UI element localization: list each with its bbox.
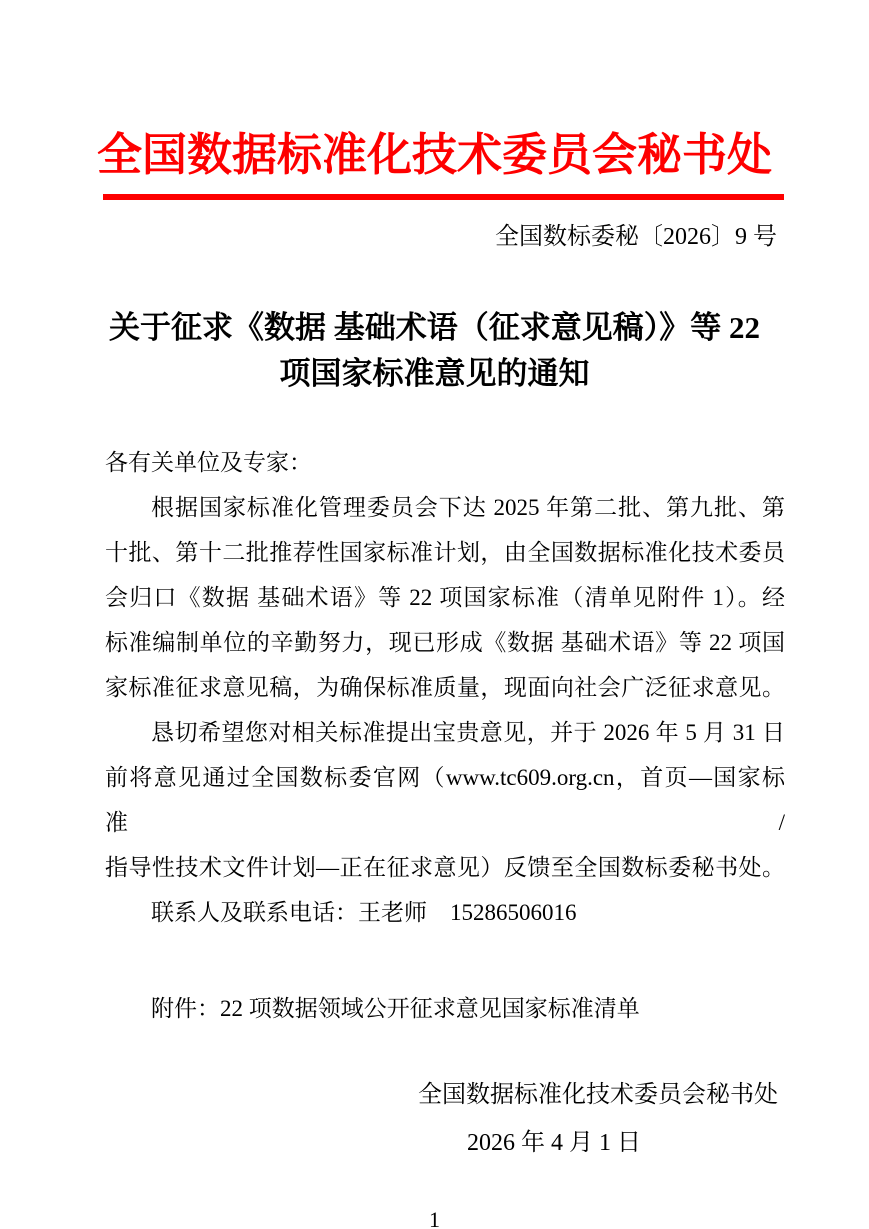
letterhead-org-name: 全国数据标准化技术委员会秘书处 <box>96 130 772 180</box>
document-number: 全国数标委秘〔2026〕9 号 <box>495 224 777 250</box>
salutation-line: 各有关单位及专家： <box>105 450 312 475</box>
body-line: 根据国家标准化管理委员会下达 2025 年第二批、第九批、第 <box>151 495 785 520</box>
body-text <box>0 440 869 935</box>
notice-title <box>0 305 869 397</box>
page-number: 1 <box>429 1207 440 1229</box>
notice-title-line-1: 关于征求《数据 基础术语（征求意见稿）》等 22 <box>109 310 760 345</box>
notice-title-line-2: 项国家标准意见的通知 <box>279 356 590 391</box>
closing-signature: 全国数据标准化技术委员会秘书处 <box>418 1082 778 1108</box>
closing-date: 2026 年 4 月 1 日 <box>467 1130 641 1156</box>
body-line: 家标准征求意见稿，为确保标准质量，现面向社会广泛征求意见。 <box>105 675 785 700</box>
body-line: 十批、第十二批推荐性国家标准计划，由全国数据标准化技术委员 <box>105 540 785 565</box>
attachment-note: 附件：22 项数据领域公开征求意见国家标准清单 <box>151 996 640 1021</box>
body-line: 前将意见通过全国数标委官网（www.tc609.org.cn，首页—国家标准/ <box>105 765 785 835</box>
body-line: 会归口《数据 基础术语》等 22 项国家标准（清单见附件 1）。经 <box>105 585 786 610</box>
body-line: 指导性技术文件计划—正在征求意见）反馈至全国数标委秘书处。 <box>105 855 785 880</box>
body-line: 标准编制单位的辛勤努力，现已形成《数据 基础术语》等 22 项国 <box>105 630 785 655</box>
contact-line: 联系人及联系电话：王老师 15286506016 <box>151 900 577 925</box>
letterhead-red-divider <box>103 194 784 200</box>
body-line: 恳切希望您对相关标准提出宝贵意见，并于 2026 年 5 月 31 日 <box>151 720 785 745</box>
